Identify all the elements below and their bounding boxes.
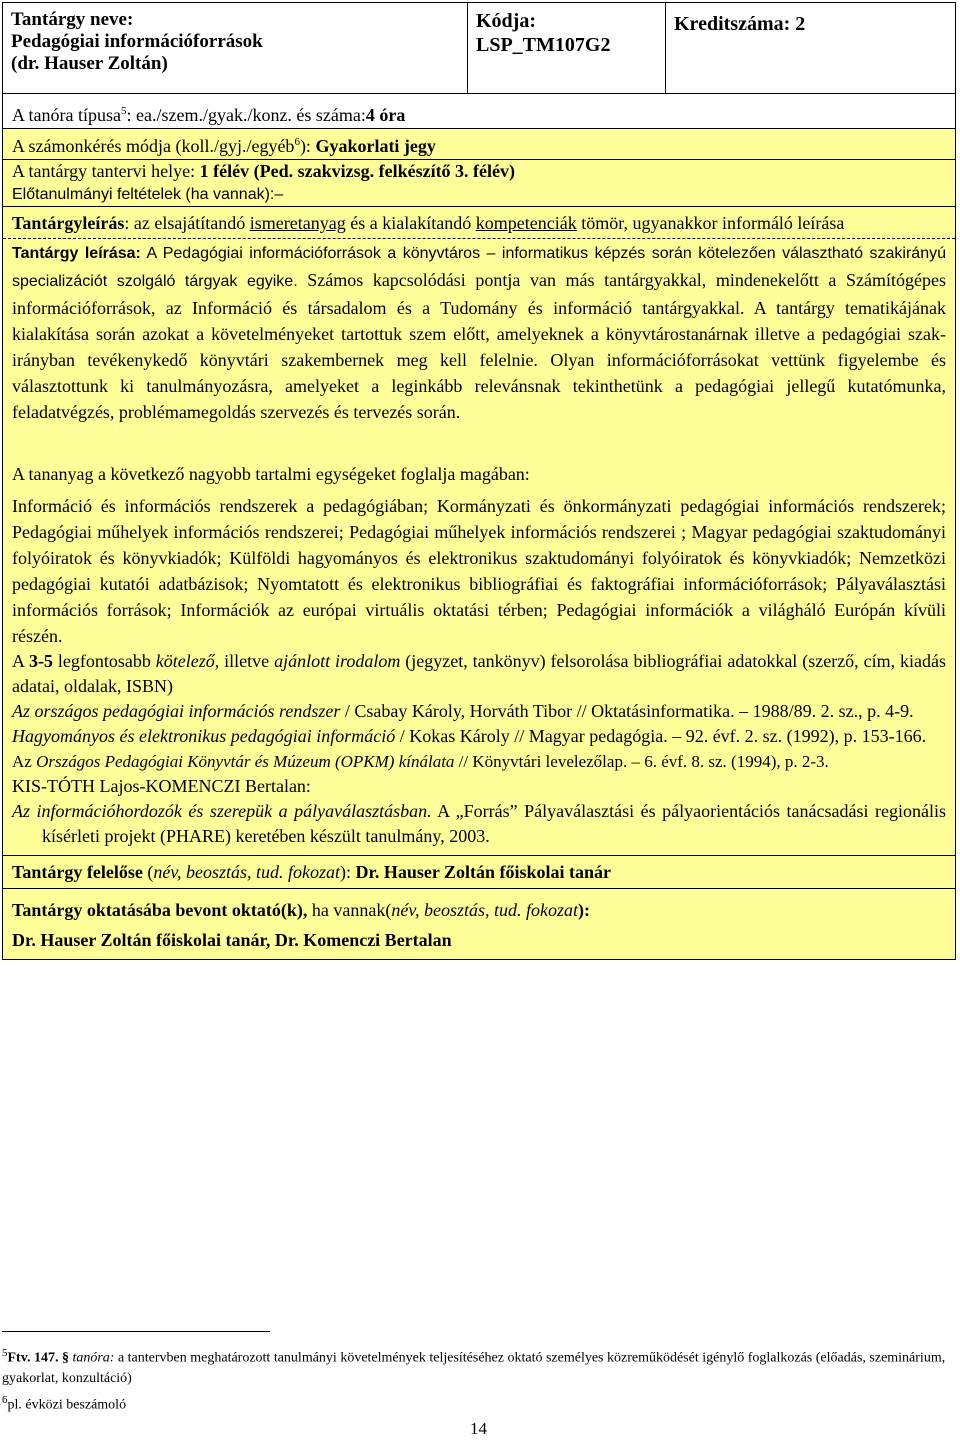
description-intro-row [3,207,955,239]
desc-intro-t2: és a kialakítandó [345,213,476,233]
resp-b2: Dr. Hauser Zoltán főiskolai tanár [355,862,612,882]
type-text: : ea./szem./gyak./konz. és száma: [126,105,366,125]
content-intro-row [3,431,955,493]
resp-b1: Tantárgy felelőse [12,862,143,882]
literature-intro [12,649,946,699]
teachers-names: Dr. Hauser Zoltán főiskolai tanár, Dr. Komenczi Bertalan [12,930,452,950]
footnote-ref-6: 6 [294,136,300,148]
ref-title: Az országos pedagógiai információs rendszer [12,701,341,721]
class-type-row [3,94,955,129]
footnote-separator [2,1331,270,1332]
teach-t1: ha vannak( [307,900,392,920]
ref-pre: Az [12,752,37,771]
fn5-text: a tantervben meghatározott tanulmányi követelmények teljesítéséhez oktató személyes közreműködését igénylő foglalkozás (előadás, szeminárium, gyakorlat, konzultáció) [2,1350,946,1386]
credits: Kreditszáma: 2 [674,13,806,35]
fn5-mark: 5 [2,1347,8,1359]
teachers-label [12,895,946,925]
reference-author: KIS-TÓTH Lajos-KOMENCZI Bertalan: [12,776,311,796]
teach-i1: név, beosztás, tud. fokozat [391,900,578,920]
lit-t2: legfontosabb [52,651,156,671]
code-label: Kódja: [476,10,536,32]
ref-rest: A „Forrás” Pályaválasztási és pályaorientációs tanácsadási regionális kísérleti projekt (PHARE) keretében készült tanulmány, 2003. [42,801,947,846]
literature-row [3,649,955,855]
type-hours: 4 óra [365,105,406,125]
teach-b1: Tantárgy oktatásába bevont oktató(k), [12,900,308,920]
lit-b1: 3-5 [28,651,53,671]
content-text: Információ és információs rendszerek a pedagógiában; Kormányzati és önkormányzati pedagógiai információs rendszerek; Pedagógiai műhelyek információs rendszerei; Pedagógiai műhelyek információs rendszerei ; Magyar pedagógiai szaktudományi folyóiratok és könyvkiadók; Külföldi hagyományos és elektronikus szaktudományi folyóiratok és könyvkiadók; Nemzetközi pedagógiai kutatói adatbázisok; Nyomtatott és elektronikus bibliográfiai és faktográfiai információforrások; Pályaválasztási információs források; Információk az európai virtuális oktatási térben; Pedagógiai információk a világháló Európán kívüli részén. [12,496,946,646]
reference-item [12,749,946,774]
teach-t2: ): [578,900,590,920]
teacher-name: (dr. Hauser Zoltán) [11,53,168,74]
desc-bold: Tantárgy leírása: [12,245,141,262]
fn6-mark: 6 [2,1394,8,1406]
header-row [3,3,955,94]
resp-t1: ( [142,862,154,882]
lit-t4: (jegyzet, tankönyv) felsorolása bibliográfiai adatokkal (szerző, cím, kiadás adatai, oldalak, ISBN) [12,651,947,696]
lit-t3: illetve [219,651,275,671]
resp-i1: név, beosztás, tud. fokozat [153,862,340,882]
desc-intro-t1: : az elsajátítandó [124,213,250,233]
course-table [2,2,956,960]
responsible-row [3,855,955,889]
ref-title: Országos Pedagógiai Könyvtár és Múzeum (OPKM) kínálata [36,752,455,771]
desc-intro-u2: kompetenciák [475,213,577,233]
footnote-5 [2,1343,956,1389]
desc-serif-text: Számos kapcsolódási pontja van más tantárgyakkal, mindenekelőtt a Számítógépes információforrások, az Információ és társadalom és a Tudomány és információ tantárgyakkal. A tantárgy tematikájának kialakítása során azokat a követelményeket tartottuk szem előtt, amelyeknek a könyvtárostanárnak illetve a pedagógiai szak-irányban tevékenykedő könyvtári szakembernek meg kell felelnie. Olyan információforrásokat vettünk figyelembe és választottunk ki tanulmányozásra, amelyeket a leginkább relevánsnak tekinthetünk a pedagógiai jellegű kutatómunka, feladatvégzés, problémamegoldás szervezés és tervezés során. [12,270,946,422]
ref-title: Az információhordozók és szerepük a pályaválasztásban. [12,801,432,821]
description-row [3,239,955,431]
footnote-6 [2,1390,126,1416]
exam-row [3,129,955,160]
course-name: Pedagógiai információforrások [11,31,263,52]
fn6-text: pl. évközi beszámoló [7,1397,127,1413]
fn5-bold: Ftv. 147. § [7,1350,69,1366]
prerequisites: Előtanulmányi feltételek (ha vannak):– [12,186,284,203]
course-name-cell [3,3,468,93]
curriculum-place-row [3,160,955,207]
desc-intro-u1: ismeretanyag [249,213,346,233]
page-number: 14 [470,1419,487,1438]
desc-intro-t3: tömör, ugyanakkor informáló leírása [576,213,845,233]
teachers-row [3,889,955,959]
exam-value: Gyakorlati jegy [315,136,436,156]
reference-item [12,799,946,849]
content-intro: A tananyag a következő nagyobb tartalmi egységeket foglalja magában: [12,464,530,484]
place-value: 1 félév (Ped. szakvizsg. felkészítő 3. félév) [199,161,516,181]
ref-title: Hagyományos és elektronikus pedagógiai információ [12,726,396,746]
content-row [3,493,955,649]
exam-mid: ): [299,136,311,156]
desc-sans-text: A Pedagógiai információforrások a könyvtáros – informatikus képzés során kötelezően választható szakirányú specializációt szolgáló tárgyak egyike. [12,245,946,290]
ref-rest: // Könyvtári levelezőlap. – 6. évf. 8. sz. (1994), p. 2-3. [454,752,829,771]
credits-cell [666,3,955,93]
name-label: Tantárgy neve: [11,9,134,30]
ref-rest: / Kokas Károly // Magyar pedagógia. – 92. évf. 2. sz. (1992), p. 153-166. [395,726,927,746]
ref-rest: / Csabay Károly, Horváth Tibor // Oktatásinformatika. – 1988/89. 2. sz., p. 4-9. [340,701,914,721]
footnote-ref-5: 5 [120,105,127,117]
course-code: LSP_TM107G2 [476,34,611,56]
resp-t2: ): [339,862,356,882]
lit-t1: A [12,651,29,671]
lit-i1: kötelező, [155,651,220,671]
desc-intro-bold: Tantárgyleírás [12,213,125,233]
lit-i2: ajánlott irodalom [274,651,401,671]
fn5-italic: tanóra: [72,1350,115,1366]
reference-item [12,724,946,749]
reference-item [12,699,946,724]
type-label: A tanóra típusa [12,105,121,125]
course-code-cell [468,3,666,93]
exam-label: A számonkérés módja (koll./gyj./egyéb [12,136,295,156]
place-label: A tantárgy tantervi helye: [12,161,196,181]
